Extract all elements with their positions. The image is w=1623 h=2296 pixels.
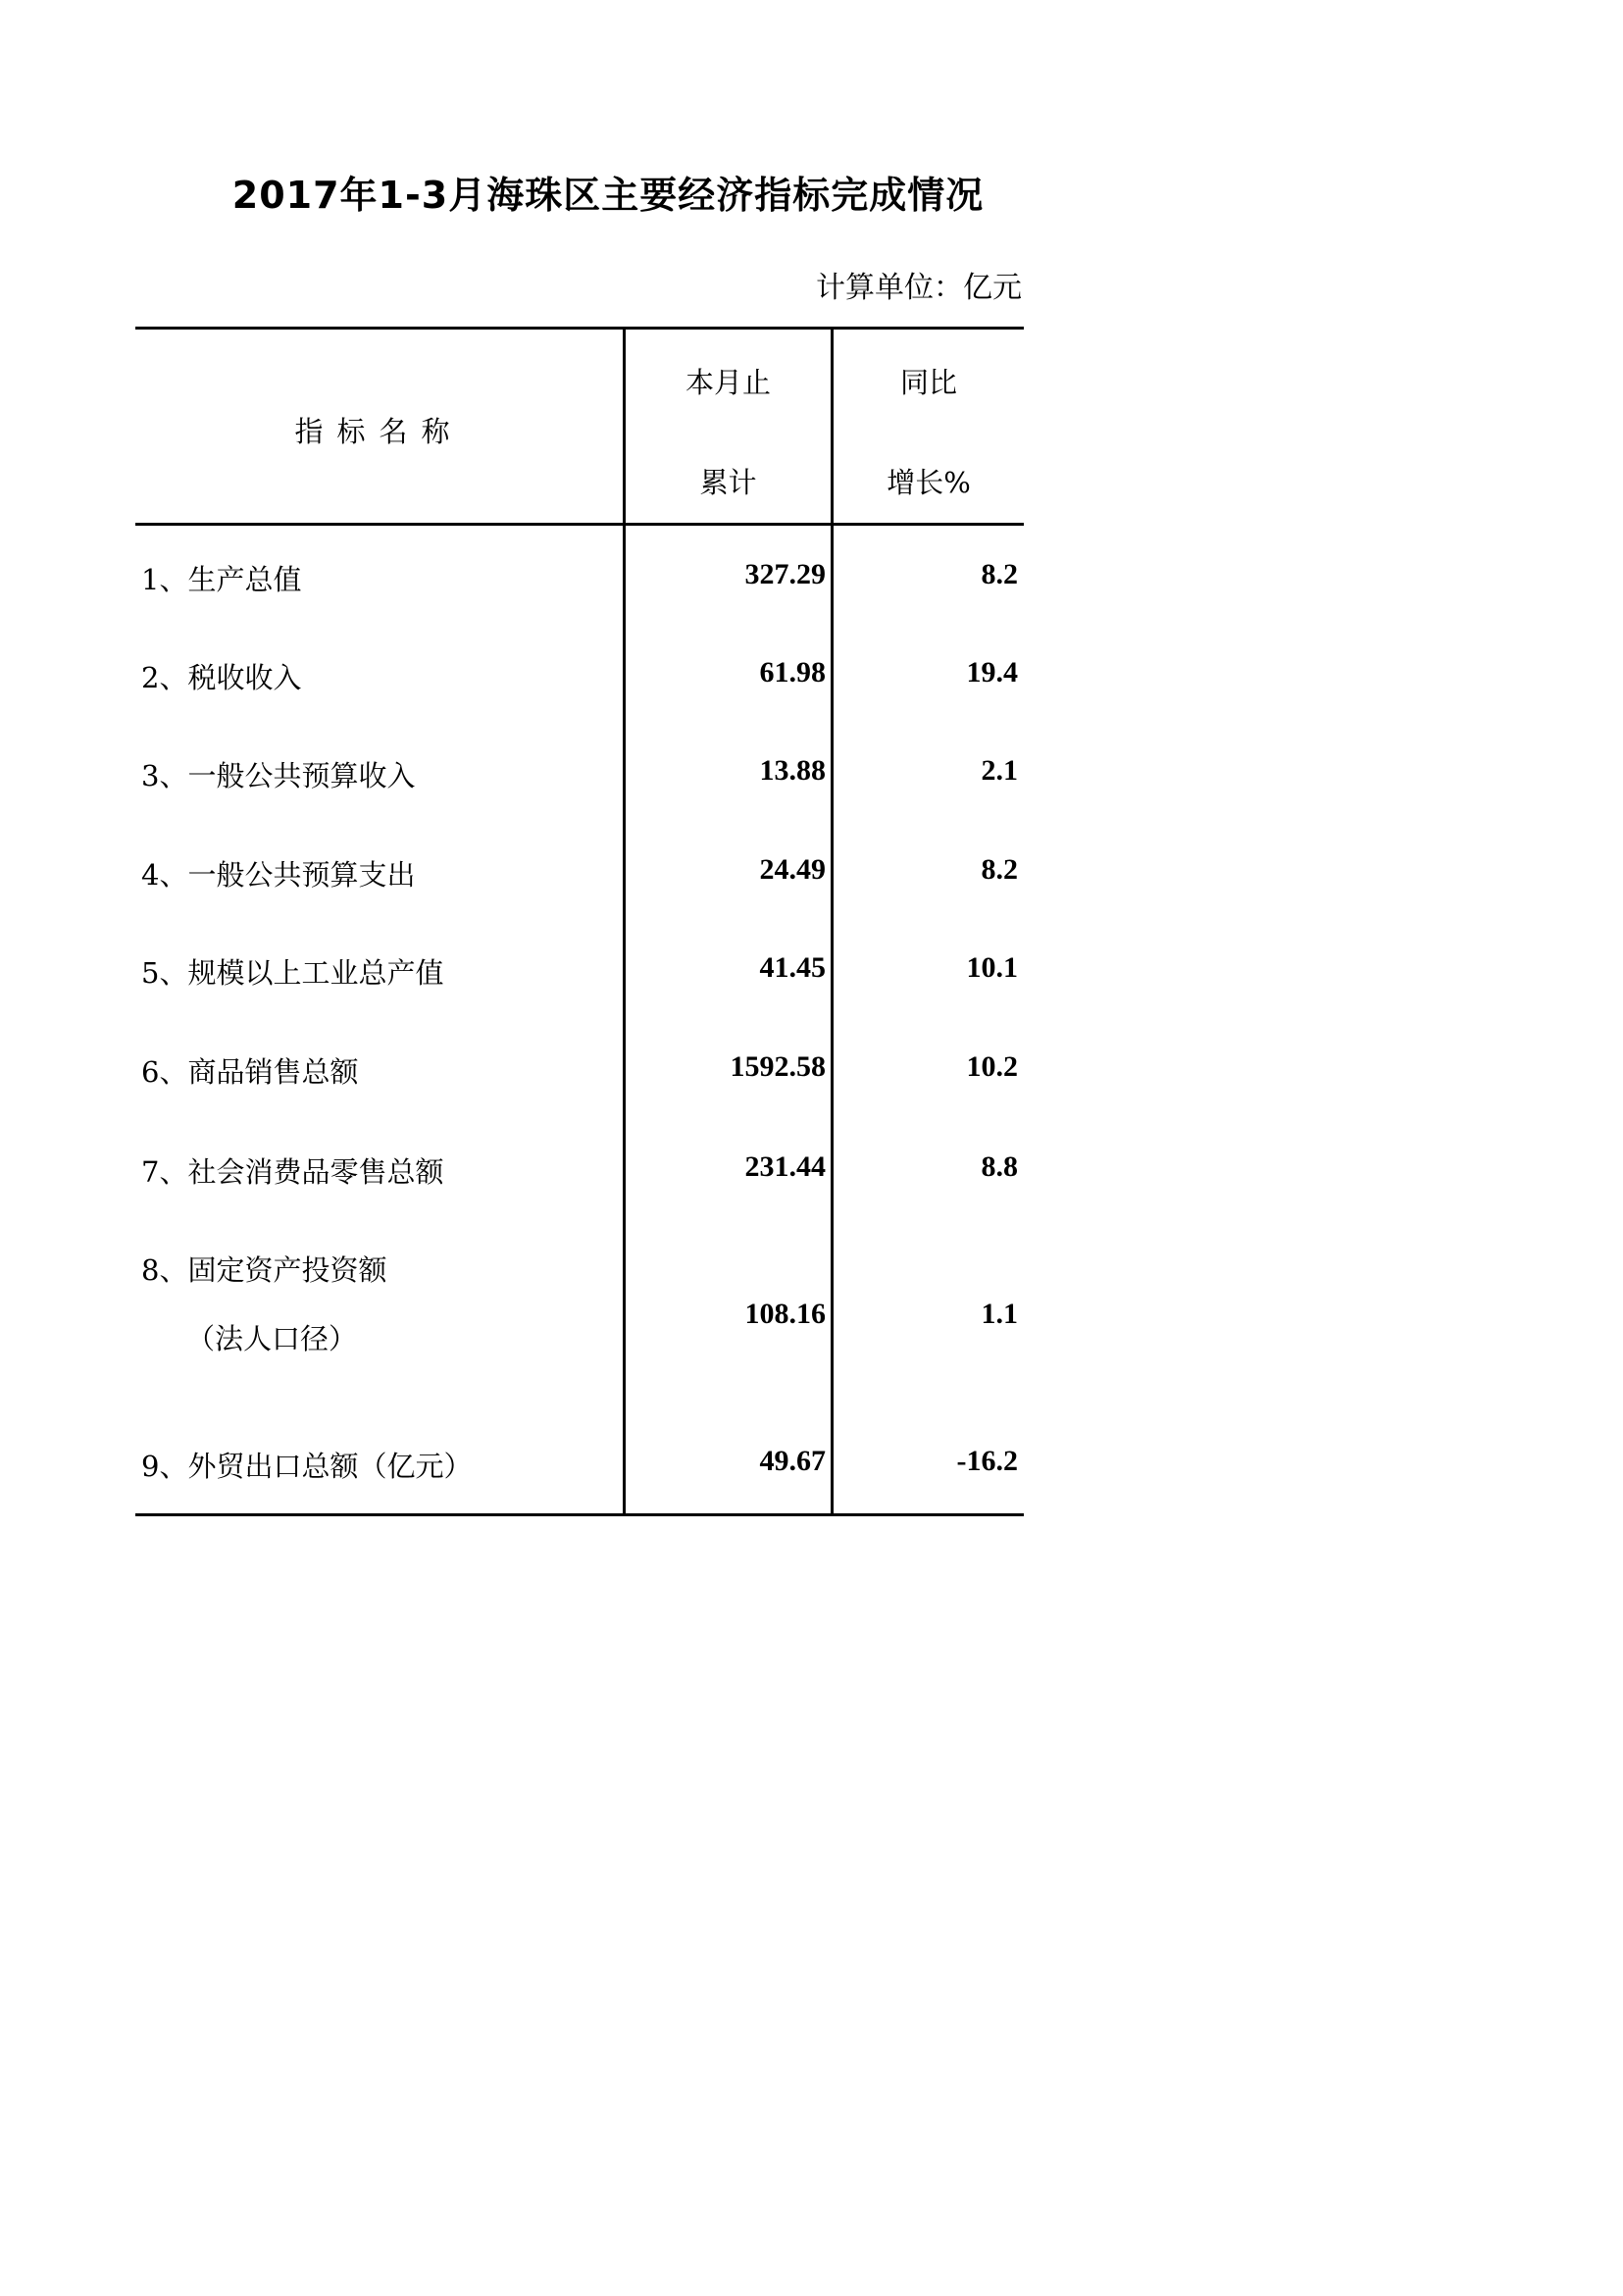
row-yoy: 2.1 xyxy=(981,754,1018,787)
row-name: 4、一般公共预算支出 xyxy=(141,858,416,892)
table-top-rule xyxy=(135,327,1024,330)
row-value: 108.16 xyxy=(744,1298,826,1330)
row-name: 2、税收收入 xyxy=(141,661,302,694)
row-value: 13.88 xyxy=(759,754,826,787)
unit-label: 计算单位：亿元 xyxy=(816,271,1022,305)
row-name: 9、外贸出口总额（亿元） xyxy=(141,1450,473,1483)
row-value: 49.67 xyxy=(759,1445,826,1477)
row-yoy: 8.8 xyxy=(981,1150,1018,1183)
header-indicator-name: 指标名称 xyxy=(294,415,464,448)
row-yoy: 19.4 xyxy=(966,656,1018,689)
page-title: 2017年1-3月海珠区主要经济指标完成情况 xyxy=(231,174,985,217)
row-name: 5、规模以上工业总产值 xyxy=(141,956,444,990)
indicator-table xyxy=(135,327,1024,1518)
row-value: 327.29 xyxy=(744,558,826,590)
row-name: 7、社会消费品零售总额 xyxy=(141,1155,444,1189)
row-value: 41.45 xyxy=(759,951,826,984)
header-yoy-line1: 同比 xyxy=(899,366,957,399)
row-yoy: -16.2 xyxy=(956,1445,1018,1477)
row-name-note: （法人口径） xyxy=(186,1322,358,1355)
row-value: 24.49 xyxy=(759,853,826,886)
column-divider xyxy=(831,327,834,1516)
row-name: 3、一般公共预算收入 xyxy=(141,759,416,792)
header-yoy-line2: 增长% xyxy=(887,466,971,499)
header-cumulative-line2: 累计 xyxy=(699,466,757,499)
header-bottom-rule xyxy=(135,523,1024,526)
table-bottom-rule xyxy=(135,1513,1024,1516)
row-name: 6、商品销售总额 xyxy=(141,1055,359,1089)
row-value: 231.44 xyxy=(744,1150,826,1183)
row-yoy: 8.2 xyxy=(981,853,1018,886)
header-cumulative-line1: 本月止 xyxy=(685,366,771,399)
row-yoy: 10.1 xyxy=(966,951,1018,984)
row-yoy: 1.1 xyxy=(981,1298,1018,1330)
row-yoy: 8.2 xyxy=(981,558,1018,590)
column-divider xyxy=(623,327,626,1516)
row-name: 1、生产总值 xyxy=(141,563,302,596)
row-value: 61.98 xyxy=(759,656,826,689)
row-name: 8、固定资产投资额 xyxy=(141,1253,387,1287)
row-yoy: 10.2 xyxy=(966,1050,1018,1083)
row-value: 1592.58 xyxy=(730,1050,826,1083)
